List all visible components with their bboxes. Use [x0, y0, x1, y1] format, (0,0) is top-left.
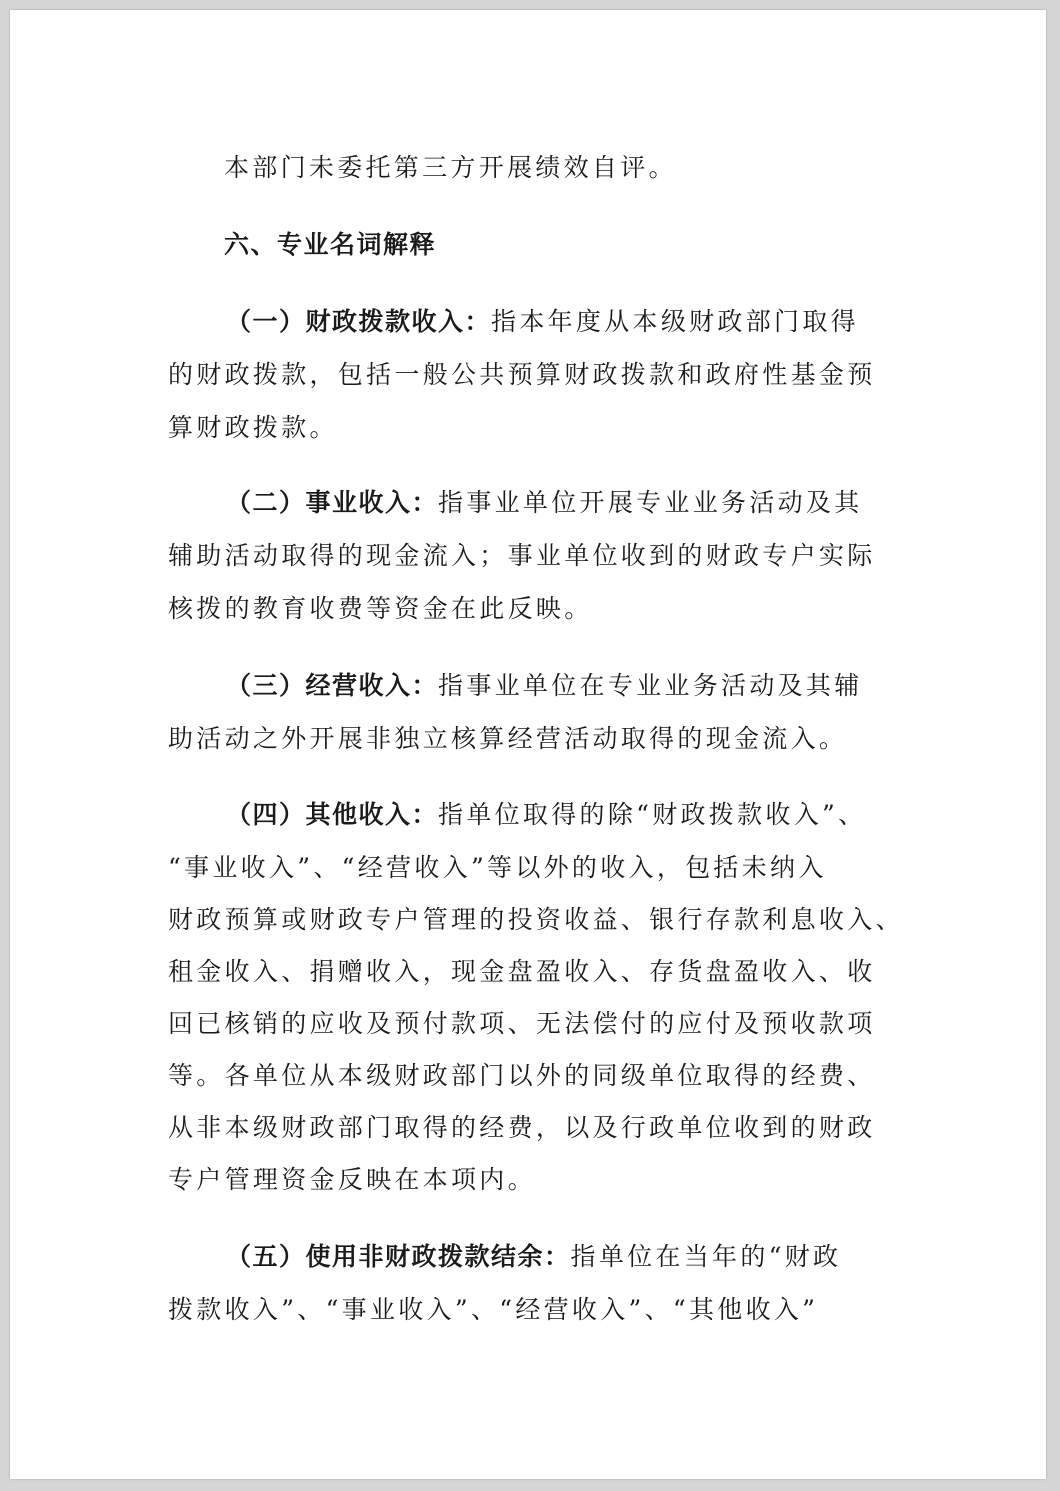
entry-4-term: （四）其他收入： [226, 800, 439, 829]
entry-4-first-line [226, 800, 866, 830]
entry-4-line-7: 从非本级财政部门取得的经费，以及行政单位收到的财政 [168, 1113, 876, 1142]
entry-4-line-3: 财政预算或财政专户管理的投资收益、银行存款利息收入、 [168, 905, 904, 934]
entry-3-first-line [226, 671, 863, 701]
entry-4-line-6: 等。各单位从本级财政部门以外的同级单位取得的经费、 [168, 1061, 876, 1090]
entry-1-line-3: 算财政拨款。 [168, 413, 338, 442]
section-heading: 六、专业名词解释 [224, 230, 437, 259]
entry-1-first-line [226, 307, 859, 337]
entry-3-line-2: 助活动之外开展非独立核算经营活动取得的现金流入。 [168, 724, 848, 753]
document-page [10, 10, 1046, 1479]
entry-1-text: 指本年度从本级财政部门取得 [491, 307, 859, 336]
entry-1-line-2: 的财政拨款，包括一般公共预算财政拨款和政府性基金预 [168, 360, 876, 389]
entry-5-term: （五）使用非财政拨款结余： [226, 1242, 571, 1271]
entry-4-line-8: 专户管理资金反映在本项内。 [168, 1165, 536, 1194]
entry-5-line-2: 拨款收入”、“事业收入”、“经营收入”、“其他收入” [168, 1295, 819, 1324]
entry-3-text: 指事业单位在专业业务活动及其辅 [438, 671, 863, 700]
intro-line: 本部门未委托第三方开展绩效自评。 [224, 153, 677, 182]
entry-1-term: （一）财政拨款收入： [226, 307, 492, 336]
entry-4-line-4: 租金收入、捐赠收入，现金盘盈收入、存货盘盈收入、收 [168, 957, 876, 986]
entry-2-line-2: 辅助活动取得的现金流入；事业单位收到的财政专户实际 [168, 541, 876, 570]
entry-5-first-line [226, 1242, 841, 1272]
entry-3-term: （三）经营收入： [226, 671, 439, 700]
entry-5-text: 指单位在当年的“财政 [570, 1242, 842, 1271]
entry-4-text: 指单位取得的除“财政拨款收入”、 [438, 800, 867, 829]
entry-4-line-2: “事业收入”、“经营收入”等以外的收入，包括未纳入 [168, 853, 827, 882]
entry-4-line-5: 回已核销的应收及预付款项、无法偿付的应付及预收款项 [168, 1009, 876, 1038]
entry-2-term: （二）事业收入： [226, 488, 439, 517]
entry-2-text: 指事业单位开展专业业务活动及其 [438, 488, 863, 517]
entry-2-first-line [226, 488, 863, 518]
entry-2-line-3: 核拨的教育收费等资金在此反映。 [168, 594, 593, 623]
